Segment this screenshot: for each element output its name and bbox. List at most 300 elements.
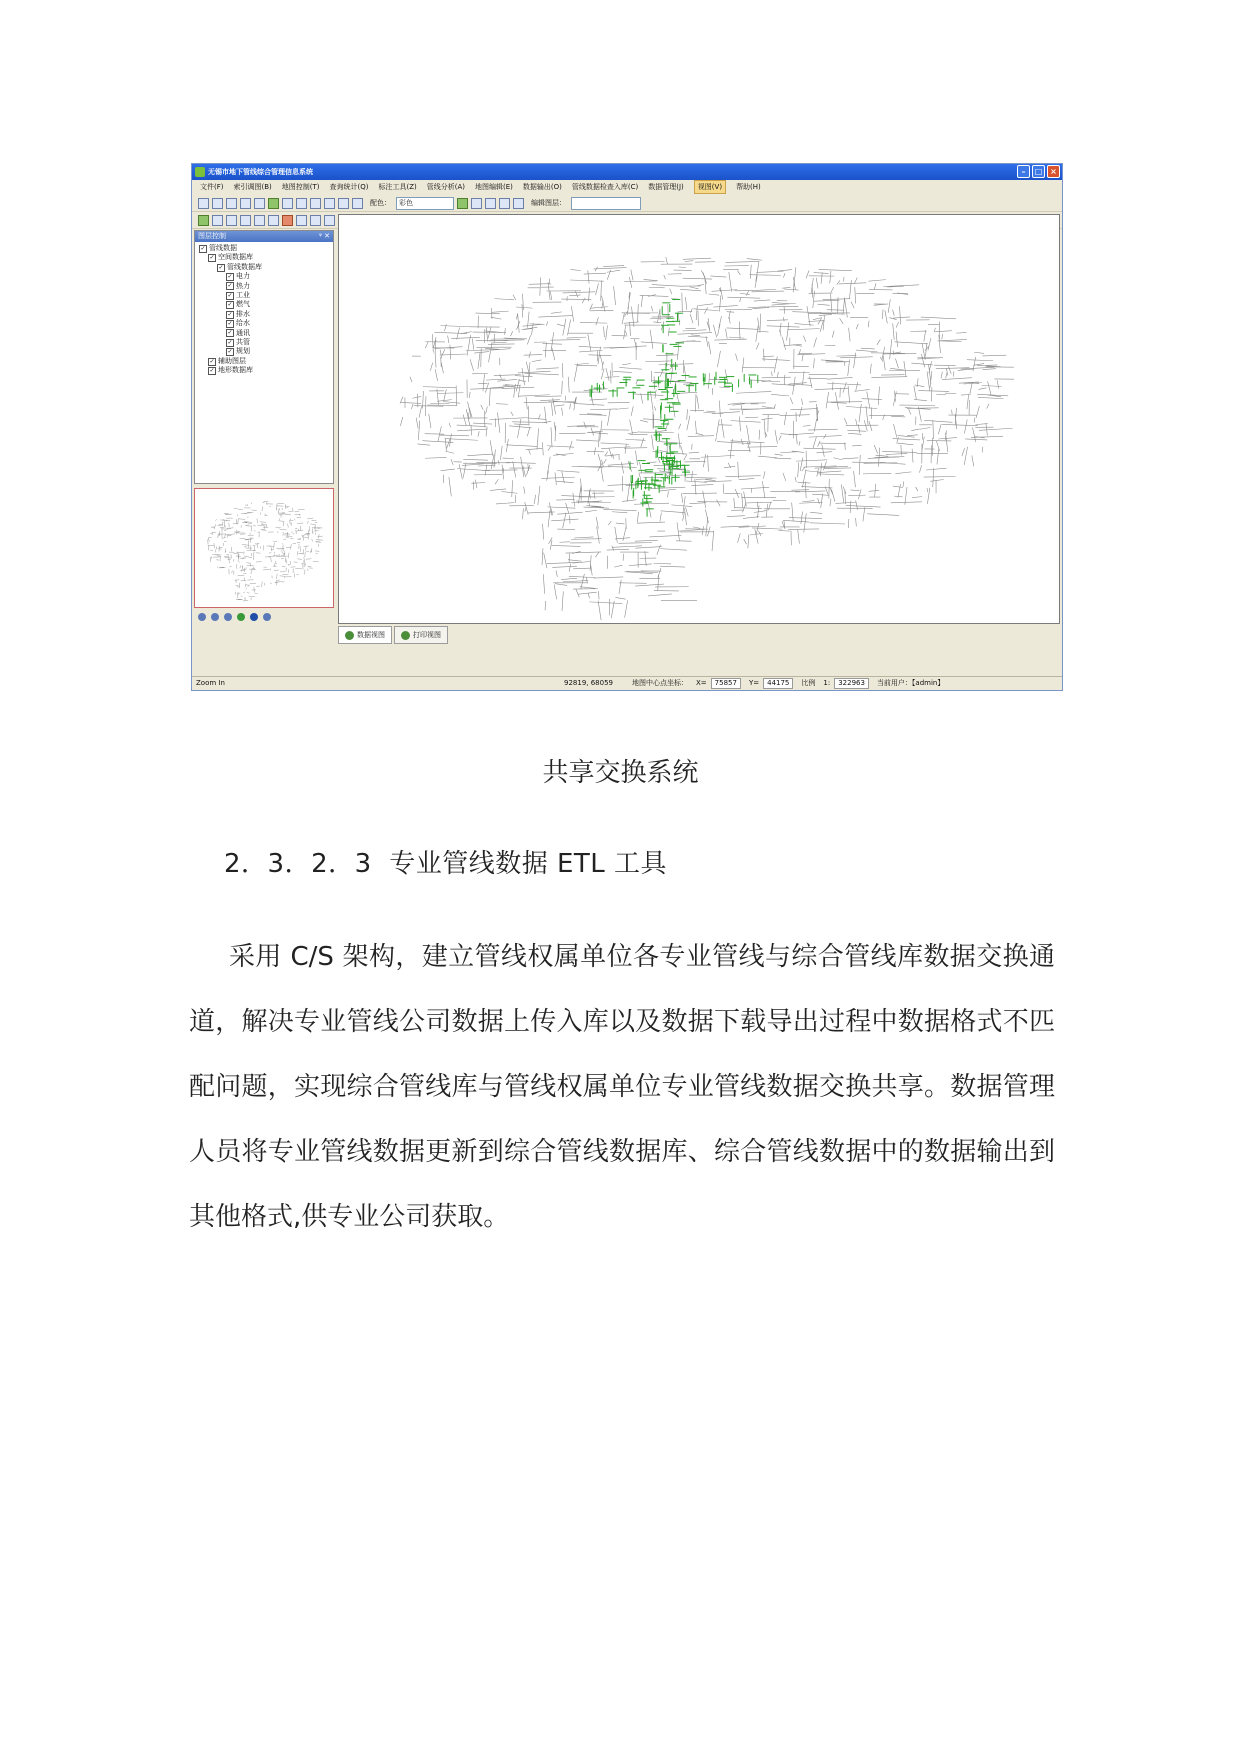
network-segment [726, 261, 759, 262]
network-segment [795, 477, 796, 482]
network-segment [631, 270, 633, 281]
minimize-button[interactable]: – [1017, 165, 1030, 178]
y-value[interactable]: 44175 [763, 678, 793, 689]
menu-item[interactable]: 地图控制(T) [281, 183, 320, 191]
menu-item[interactable]: 管线分析(A) [426, 183, 466, 191]
network-segment [308, 569, 309, 571]
tab-print-view[interactable] [394, 626, 448, 644]
network-segment [256, 586, 259, 587]
full-extent-icon[interactable] [324, 198, 335, 209]
network-segment [640, 420, 648, 422]
network-segment [719, 401, 720, 417]
network-segment [655, 390, 656, 399]
network-segment [232, 570, 233, 573]
tree-item[interactable] [199, 253, 333, 262]
network-segment [650, 391, 653, 411]
menu-item[interactable]: 索引调图(B) [233, 183, 272, 191]
map-view[interactable] [338, 214, 1060, 624]
layer-checkbox[interactable]: ✓ [227, 291, 233, 299]
network-segment [587, 431, 603, 433]
network-segment [713, 306, 737, 308]
network-segment [622, 313, 624, 324]
layer-checkbox[interactable]: ✓ [227, 282, 233, 290]
network-segment [874, 283, 876, 289]
network-segment [518, 385, 520, 398]
zoom-out-icon[interactable] [296, 198, 307, 209]
network-segment [779, 530, 790, 531]
layer-checkbox[interactable]: ✓ [209, 357, 215, 365]
network-segment [856, 324, 858, 329]
network-segment [590, 409, 617, 410]
identify-icon[interactable] [338, 198, 349, 209]
network-segment [654, 406, 656, 410]
network-segment [607, 270, 610, 280]
network-segment [802, 501, 814, 502]
tree-item[interactable] [199, 347, 333, 356]
network-segment [926, 468, 946, 470]
network-segment [547, 321, 548, 325]
measure-icon[interactable] [352, 198, 363, 209]
network-segment [716, 500, 720, 506]
network-segment [605, 377, 619, 378]
network-segment [758, 456, 777, 458]
menu-item[interactable]: 查询统计(Q) [329, 183, 369, 191]
network-segment [598, 454, 602, 465]
network-segment [938, 424, 941, 434]
network-segment [706, 411, 715, 412]
network-segment [851, 302, 854, 309]
network-segment [805, 471, 822, 473]
network-segment [859, 455, 860, 475]
edit-layer-label: 编辑图层： [531, 199, 566, 207]
network-segment [542, 524, 543, 540]
network-segment [752, 291, 785, 292]
network-segment [866, 406, 868, 425]
network-segment [660, 566, 685, 567]
network-segment [489, 418, 523, 420]
network-segment [556, 481, 573, 483]
x-value[interactable]: 75857 [711, 678, 741, 689]
network-segment [492, 311, 509, 312]
network-segment [470, 359, 473, 370]
network-segment [808, 378, 828, 379]
menu-item[interactable]: 数据管理(J) [648, 183, 684, 191]
network-segment [286, 547, 291, 548]
network-segment [254, 552, 255, 556]
network-segment [315, 541, 320, 542]
network-segment [688, 436, 714, 437]
network-segment [705, 480, 715, 481]
layer-checkbox[interactable]: ✓ [227, 272, 233, 280]
layer-panel-title: 图层控制 [198, 232, 226, 240]
network-segment [918, 407, 921, 422]
save-icon[interactable] [212, 198, 223, 209]
network-segment [718, 324, 721, 336]
network-segment [568, 560, 582, 562]
network-segment [425, 342, 428, 349]
network-segment [840, 318, 844, 324]
scale-prefix: 1: [823, 679, 831, 687]
back-arrow-icon[interactable] [250, 613, 258, 621]
network-segment [236, 564, 237, 569]
network-segment [701, 455, 735, 457]
network-segment [794, 324, 813, 326]
data-view-icon [345, 631, 354, 640]
scale-value[interactable]: 322963 [834, 678, 869, 689]
x-label: X= [696, 679, 707, 687]
flag-icon[interactable] [282, 215, 293, 226]
network-segment [595, 552, 599, 557]
network-segment [570, 404, 571, 410]
network-segment [249, 569, 255, 570]
network-segment [638, 304, 639, 322]
tree-item[interactable] [199, 338, 333, 347]
zoom-in-icon[interactable] [198, 613, 206, 621]
menu-item[interactable]: 视图(V) [694, 180, 726, 194]
network-segment [555, 405, 564, 406]
network-segment [727, 516, 745, 517]
edit-icon[interactable] [485, 198, 496, 209]
buffer-icon[interactable] [268, 215, 279, 226]
network-segment [580, 587, 598, 589]
pan-icon[interactable] [310, 198, 321, 209]
tree-item[interactable] [199, 244, 333, 253]
network-segment [936, 441, 939, 451]
tree-item[interactable] [199, 357, 333, 366]
network-segment [525, 507, 526, 512]
menu-item[interactable]: 帮助(H) [736, 183, 761, 191]
network-segment [961, 394, 971, 395]
network-segment [457, 469, 489, 471]
network-segment [719, 296, 720, 312]
map-center-label: 地图中心点坐标： [632, 679, 688, 687]
globe-icon[interactable] [237, 613, 245, 621]
network-segment [893, 317, 910, 318]
tree-item[interactable] [199, 329, 333, 338]
network-segment [915, 385, 924, 387]
network-segment [552, 566, 577, 567]
network-segment [823, 461, 826, 470]
map-icon[interactable] [268, 198, 279, 209]
network-segment [678, 333, 713, 335]
layer-checkbox[interactable]: ✓ [200, 244, 206, 252]
network-segment [763, 471, 764, 478]
zoom-out-icon[interactable] [211, 613, 219, 621]
network-segment [505, 328, 506, 335]
network-segment [712, 531, 714, 551]
network-segment [606, 455, 619, 456]
network-segment [527, 427, 530, 436]
tree-item-label: 通讯 [236, 328, 250, 337]
network-segment [598, 600, 601, 620]
network-segment [683, 493, 717, 494]
body-paragraph: 采用 C/S 架构，建立管线权属单位各专业管线与综合管线库数据交换通道，解决专业管线公司数据上传入库以及数据下载导出过程中数据格式不匹配问题，实现综合管线库与管线权属单位专业管线数据交换共享。数据管理人员将专业管线数据更新到综合管线数据库、综合管线数据中的数据输出到其他格式,供专业公司获取。 [189, 942, 1055, 1232]
panel-close-icon[interactable]: ᵠ ✕ [319, 232, 330, 240]
network-segment [863, 507, 865, 521]
network-segment [808, 321, 825, 322]
network-segment [575, 363, 589, 365]
network-segment [678, 434, 680, 449]
tree-item[interactable] [199, 300, 333, 309]
network-segment [764, 420, 765, 438]
network-segment [942, 378, 972, 380]
tree-item[interactable] [199, 282, 333, 291]
network-segment [848, 433, 861, 434]
layer-checkbox[interactable]: ✓ [227, 348, 233, 356]
network-segment [570, 280, 604, 281]
layer-checkbox[interactable]: ✓ [227, 329, 233, 337]
network-segment [793, 281, 794, 292]
node-icon[interactable] [499, 198, 510, 209]
network-segment [491, 454, 494, 469]
network-segment [806, 270, 809, 278]
overview-nav-bar [194, 610, 338, 624]
network-segment [586, 577, 587, 583]
tree-item-label: 规划 [236, 347, 250, 356]
network-segment [895, 358, 898, 368]
network-segment [878, 387, 879, 405]
gis-app-window [191, 163, 1063, 691]
menu-item[interactable]: 地图编辑(E) [475, 183, 513, 191]
color-scheme-select[interactable]: 彩色 [396, 197, 454, 210]
network-segment [614, 565, 622, 567]
network-segment [802, 355, 803, 362]
network-segment [315, 551, 320, 552]
section-icon[interactable] [226, 215, 237, 226]
tree-item-label: 排水 [236, 309, 250, 318]
network-segment [827, 383, 861, 385]
color-scheme-label: 配色： [370, 199, 391, 207]
network-segment [639, 473, 641, 481]
layer-checkbox[interactable]: ✓ [227, 301, 233, 309]
network-segment [210, 550, 213, 551]
network-segment [216, 519, 217, 521]
network-segment [907, 435, 918, 436]
network-segment [706, 336, 708, 347]
tab-data-view[interactable] [338, 626, 392, 644]
network-segment [787, 329, 819, 330]
network-segment [563, 319, 566, 336]
network-segment [425, 434, 445, 435]
network-segment [262, 506, 263, 511]
network-segment [782, 287, 790, 288]
tree-item[interactable] [199, 263, 333, 272]
network-segment [486, 379, 506, 380]
tree-item[interactable] [199, 272, 333, 281]
network-segment [536, 368, 558, 369]
network-segment [830, 499, 831, 507]
network-segment [606, 325, 608, 339]
network-segment [754, 300, 771, 301]
network-segment [441, 357, 442, 367]
network-segment [774, 458, 791, 459]
layer-tree [195, 242, 333, 376]
network-segment [803, 448, 835, 449]
print-icon[interactable] [240, 198, 251, 209]
network-segment [441, 363, 443, 374]
zoom-in-icon[interactable] [282, 198, 293, 209]
network-segment [736, 391, 771, 393]
network-segment [782, 337, 785, 350]
report-icon[interactable] [310, 215, 321, 226]
network-segment [600, 355, 603, 366]
network-segment [534, 495, 535, 504]
network-segment [506, 439, 508, 452]
status-mode: Zoom In [196, 679, 225, 687]
network-segment [495, 299, 514, 300]
network-segment [752, 528, 782, 529]
refresh-icon[interactable] [198, 215, 209, 226]
network-segment [803, 336, 806, 342]
network-segment [522, 304, 523, 317]
network-segment [512, 422, 546, 423]
network-segment [803, 425, 811, 426]
network-segment [417, 444, 430, 445]
network-segment [895, 472, 911, 474]
network-segment [588, 334, 591, 351]
network-segment [478, 431, 479, 436]
tree-item[interactable] [199, 310, 333, 319]
network-segment [935, 331, 952, 332]
network-segment [616, 408, 629, 409]
layer-checkbox[interactable]: ✓ [209, 254, 215, 262]
network-segment [476, 313, 500, 314]
network-segment [750, 275, 781, 276]
overview-map[interactable] [194, 488, 334, 608]
select-icon[interactable] [471, 198, 482, 209]
menu-item[interactable]: 数据输出(O) [522, 183, 562, 191]
network-segment [734, 508, 762, 509]
chart-icon[interactable] [296, 215, 307, 226]
profile-icon[interactable] [254, 215, 265, 226]
network-segment [682, 330, 706, 331]
brush-icon[interactable] [513, 198, 524, 209]
network-segment [812, 284, 813, 298]
network-segment [552, 348, 555, 360]
network-segment [609, 448, 612, 457]
network-segment [705, 509, 708, 522]
network-segment [279, 508, 280, 510]
network-segment [979, 388, 987, 390]
network-segment [886, 453, 907, 454]
network-segment [918, 391, 949, 392]
network-segment [283, 552, 284, 555]
layer-checkbox[interactable]: ✓ [227, 319, 233, 327]
table-icon[interactable] [212, 215, 223, 226]
network-segment [562, 591, 563, 611]
network-segment [569, 441, 572, 450]
layer-checkbox[interactable]: ✓ [218, 263, 224, 271]
network-segment [856, 419, 857, 425]
network-segment [598, 432, 599, 448]
network-segment [532, 360, 541, 362]
network-segment [506, 445, 537, 447]
network-segment [924, 330, 926, 341]
network-segment [591, 564, 593, 575]
menu-item[interactable]: 文件(F) [200, 183, 224, 191]
layer-checkbox[interactable]: ✓ [209, 366, 215, 374]
network-segment [606, 368, 609, 381]
open-icon[interactable] [226, 198, 237, 209]
tree-item[interactable] [199, 319, 333, 328]
network-segment [466, 409, 470, 425]
network-segment [626, 439, 646, 440]
network-segment [612, 512, 627, 513]
network-segment [485, 348, 499, 349]
menu-item[interactable]: 管线数据检查入库(C) [571, 183, 639, 191]
network-segment [516, 307, 532, 308]
network-segment [557, 471, 579, 473]
network-segment [896, 322, 898, 328]
forward-arrow-icon[interactable] [263, 613, 271, 621]
network-segment [787, 322, 789, 340]
network-segment [271, 557, 272, 562]
current-user: 当前用户：【admin】 [876, 679, 945, 687]
network-segment [557, 324, 564, 326]
network-segment [792, 312, 821, 313]
new-icon[interactable] [198, 198, 209, 209]
layers-icon[interactable] [254, 198, 265, 209]
network-segment [666, 474, 668, 479]
network-segment [308, 521, 309, 524]
tree-item[interactable] [199, 366, 333, 375]
network-segment [484, 410, 485, 427]
network-segment [262, 524, 265, 525]
network-segment [836, 356, 856, 357]
tree-item[interactable] [199, 291, 333, 300]
network-segment [469, 392, 470, 398]
export-icon[interactable] [324, 215, 335, 226]
layer-checkbox[interactable]: ✓ [227, 310, 233, 318]
globe-icon[interactable] [457, 198, 468, 209]
network-segment [835, 392, 838, 409]
network-segment [628, 432, 639, 434]
close-button[interactable]: × [1047, 165, 1060, 178]
network-segment [783, 317, 784, 321]
tree-item-label: 辅助图层 [218, 356, 246, 365]
network-segment [807, 306, 810, 326]
network-segment [846, 407, 877, 409]
network-segment [810, 512, 822, 513]
network-segment [500, 374, 502, 379]
network-segment [640, 295, 669, 296]
network-segment [218, 549, 222, 550]
layer-checkbox[interactable]: ✓ [227, 338, 233, 346]
text-icon[interactable] [240, 215, 251, 226]
menu-item[interactable]: 标注工具(Z) [378, 183, 417, 191]
network-segment [940, 341, 961, 342]
network-segment [893, 323, 894, 339]
network-segment [762, 377, 791, 378]
network-segment [729, 337, 745, 338]
network-segment [681, 445, 684, 454]
network-segment [818, 304, 830, 305]
network-segment [401, 402, 421, 403]
pan-hand-icon[interactable] [224, 613, 232, 621]
network-segment [885, 310, 887, 323]
maximize-button[interactable]: □ [1032, 165, 1045, 178]
edit-layer-select[interactable] [571, 197, 641, 210]
network-segment [547, 457, 550, 475]
network-segment [816, 278, 818, 289]
network-segment [704, 481, 731, 482]
network-segment [561, 299, 591, 300]
network-segment [784, 307, 785, 314]
network-segment [242, 566, 243, 571]
tree-item-label: 地形数据库 [218, 366, 253, 375]
network-segment [624, 281, 657, 282]
network-segment [400, 417, 402, 426]
